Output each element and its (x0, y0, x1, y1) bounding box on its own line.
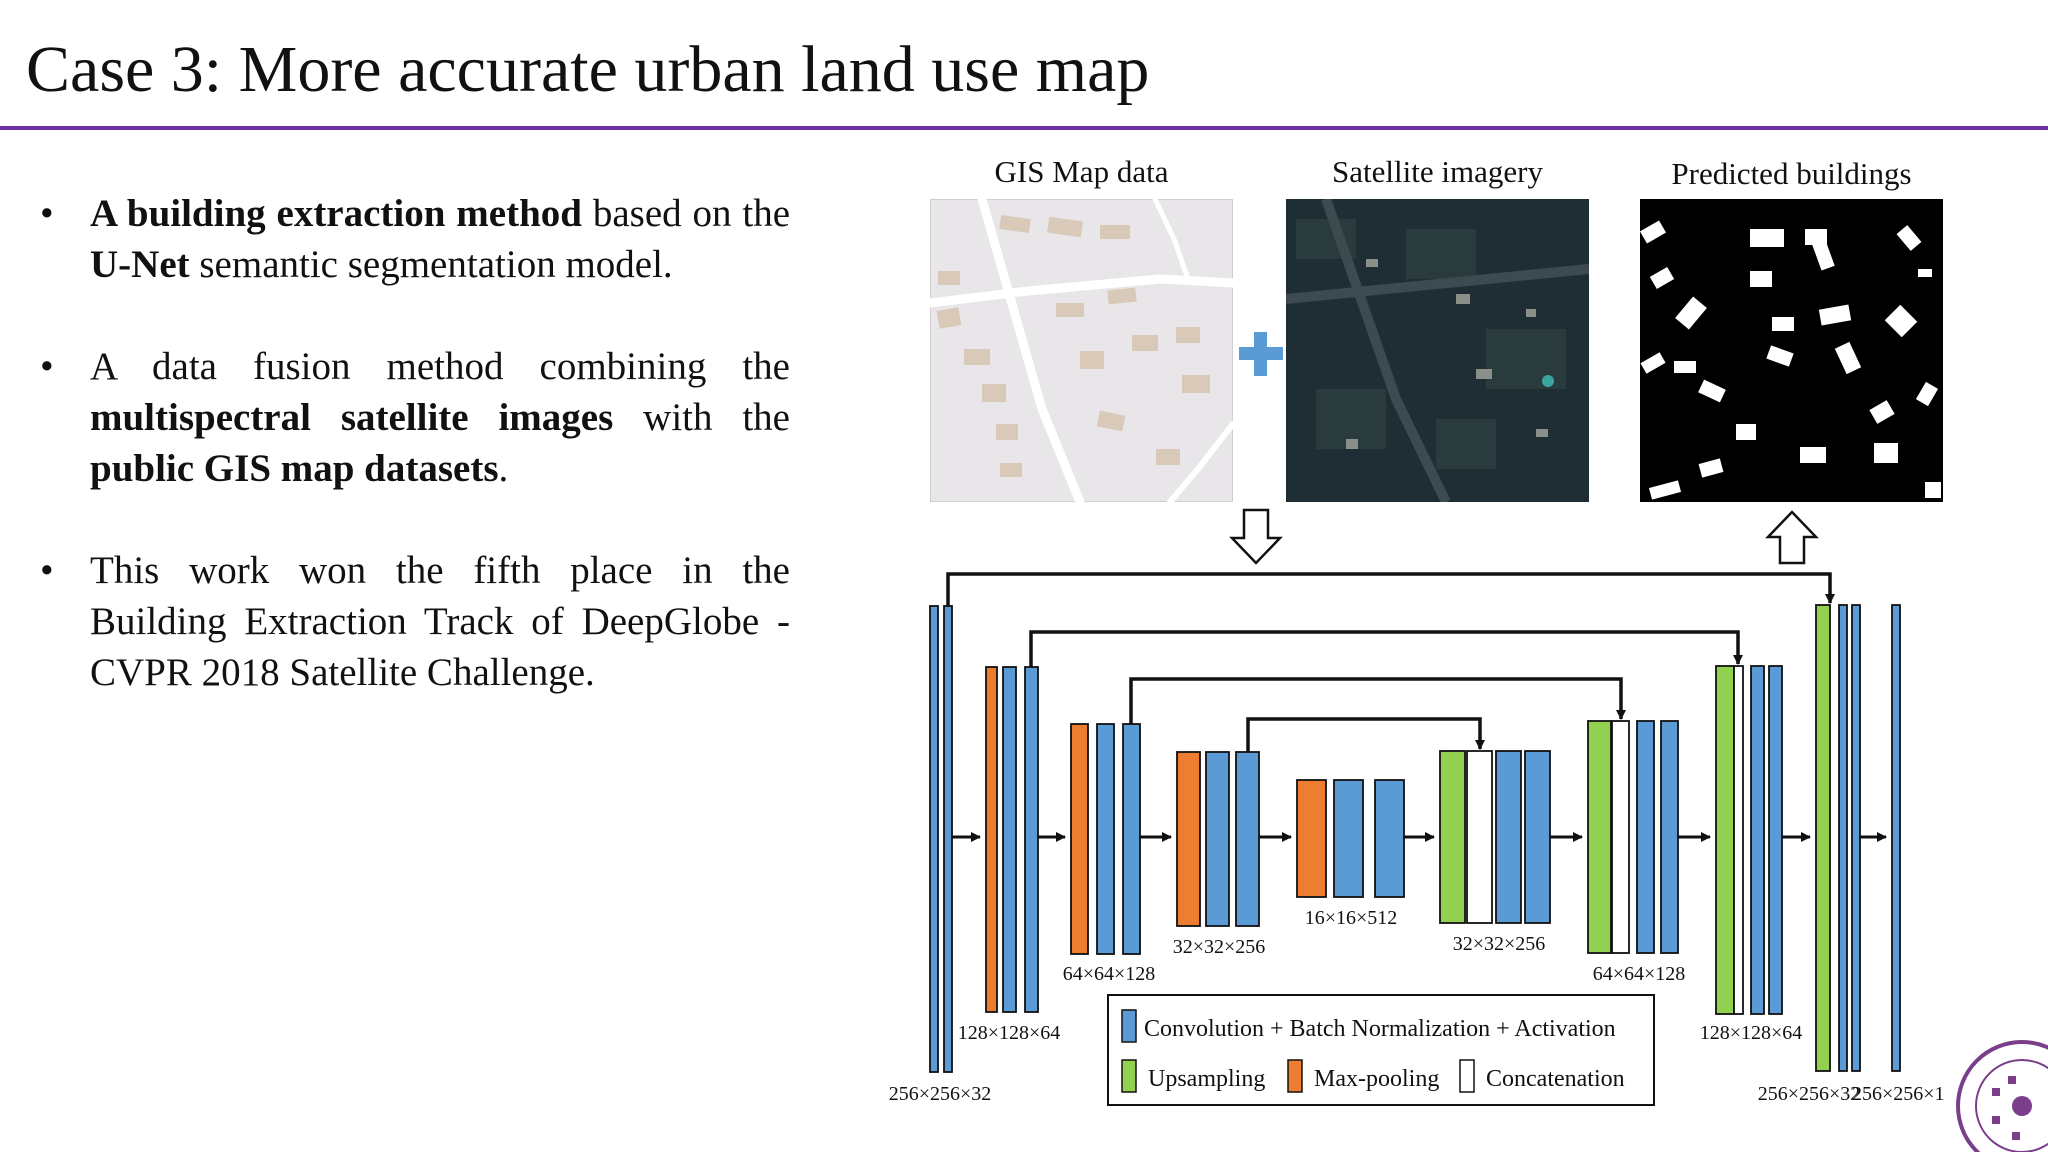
conv-block (1661, 721, 1678, 953)
conv-block (1003, 667, 1016, 1012)
upsampling-block (1716, 666, 1734, 1014)
bullet-bold-text: public GIS map datasets (90, 447, 499, 490)
skip-connection-arrow (1031, 632, 1738, 667)
legend-label-upsampling: Upsampling (1148, 1066, 1266, 1092)
university-seal-logo (1952, 1036, 2048, 1152)
conv-block (944, 606, 952, 1072)
size-label-64-left: 64×64×128 (1062, 963, 1156, 985)
bullet-plain-text: A data fusion method combining the (90, 345, 790, 388)
slide-title: Case 3: More accurate urban land use map (26, 33, 1150, 106)
predicted-caption: Predicted buildings (1671, 156, 1912, 191)
maxpool-block (1297, 780, 1326, 897)
bullet-bold-text: A building extraction method (90, 192, 582, 235)
size-label-32-right: 32×32×256 (1452, 933, 1546, 955)
conv-block (1375, 780, 1404, 897)
conv-block (1206, 752, 1229, 926)
conv-block (1097, 724, 1114, 954)
maxpool-block (1071, 724, 1088, 954)
size-label-16: 16×16×512 (1304, 907, 1398, 929)
legend-label-conv: Convolution + Batch Normalization + Activation (1144, 1016, 1616, 1042)
down-arrow-icon (1232, 510, 1280, 563)
conv-block (1751, 666, 1764, 1014)
bullet-dot: • (40, 549, 54, 592)
size-label-64-right: 64×64×128 (1592, 963, 1686, 985)
concat-block (1612, 721, 1629, 953)
conv-block (1025, 667, 1038, 1012)
concat-block (1467, 751, 1492, 923)
conv-block (1637, 721, 1654, 953)
bullet-dot: • (40, 192, 54, 235)
size-label-256-left: 256×256×32 (888, 1083, 992, 1105)
plus-icon (1254, 332, 1267, 376)
conv-block (930, 606, 938, 1072)
legend-swatch-concat (1460, 1060, 1474, 1092)
legend-swatch-upsampling (1122, 1060, 1136, 1092)
conv-block (1496, 751, 1521, 923)
size-label-128-left: 128×128×64 (957, 1022, 1061, 1044)
upsampling-block (1816, 605, 1830, 1071)
legend-swatch-maxpool (1288, 1060, 1302, 1092)
conv-block (1769, 666, 1782, 1014)
bullet-plain-text: . (498, 447, 509, 490)
conv-block (1123, 724, 1140, 954)
size-label-256-out: 256×256×1 (1852, 1083, 1945, 1105)
maxpool-block (1177, 752, 1200, 926)
concat-block (1734, 666, 1743, 1014)
size-label-128-right: 128×128×64 (1699, 1022, 1803, 1044)
conv-block (1236, 752, 1259, 926)
conv-block (1892, 605, 1900, 1071)
bullet-plain-text: based on the (581, 192, 790, 235)
legend (1108, 995, 1654, 1105)
unet-layers (930, 332, 1900, 1072)
skip-connection-arrow (948, 574, 1830, 606)
up-arrow-icon (1768, 512, 1816, 563)
skip-connection-arrow (1248, 719, 1480, 752)
bullet-bold-text: multispectral satellite images (90, 396, 614, 439)
upsampling-block (1588, 721, 1611, 953)
conv-block (1334, 780, 1363, 897)
bullet-plain-text: with the (613, 396, 790, 439)
legend-swatch-conv (1122, 1010, 1136, 1042)
bullet-plain-text: semantic segmentation model. (189, 243, 673, 286)
bullet-bold-text: U-Net (90, 243, 190, 286)
bullet-plain-text: This work won the fifth place in the Building Extraction Track of DeepGlobe - CVPR 2018 Satellite Challenge. (90, 549, 790, 694)
bullet-dot: • (40, 345, 54, 388)
maxpool-block (986, 667, 997, 1012)
legend-label-maxpool: Max-pooling (1314, 1066, 1440, 1092)
size-label-32-left: 32×32×256 (1172, 936, 1266, 958)
conv-block (1852, 605, 1860, 1071)
conv-block (1525, 751, 1550, 923)
size-label-256-right: 256×256×32 (1757, 1083, 1861, 1105)
upsampling-block (1440, 751, 1465, 923)
satellite-caption: Satellite imagery (1332, 154, 1543, 189)
gis-map-caption: GIS Map data (994, 154, 1169, 189)
legend-label-concat: Concatenation (1486, 1066, 1625, 1092)
conv-block (1839, 605, 1847, 1071)
